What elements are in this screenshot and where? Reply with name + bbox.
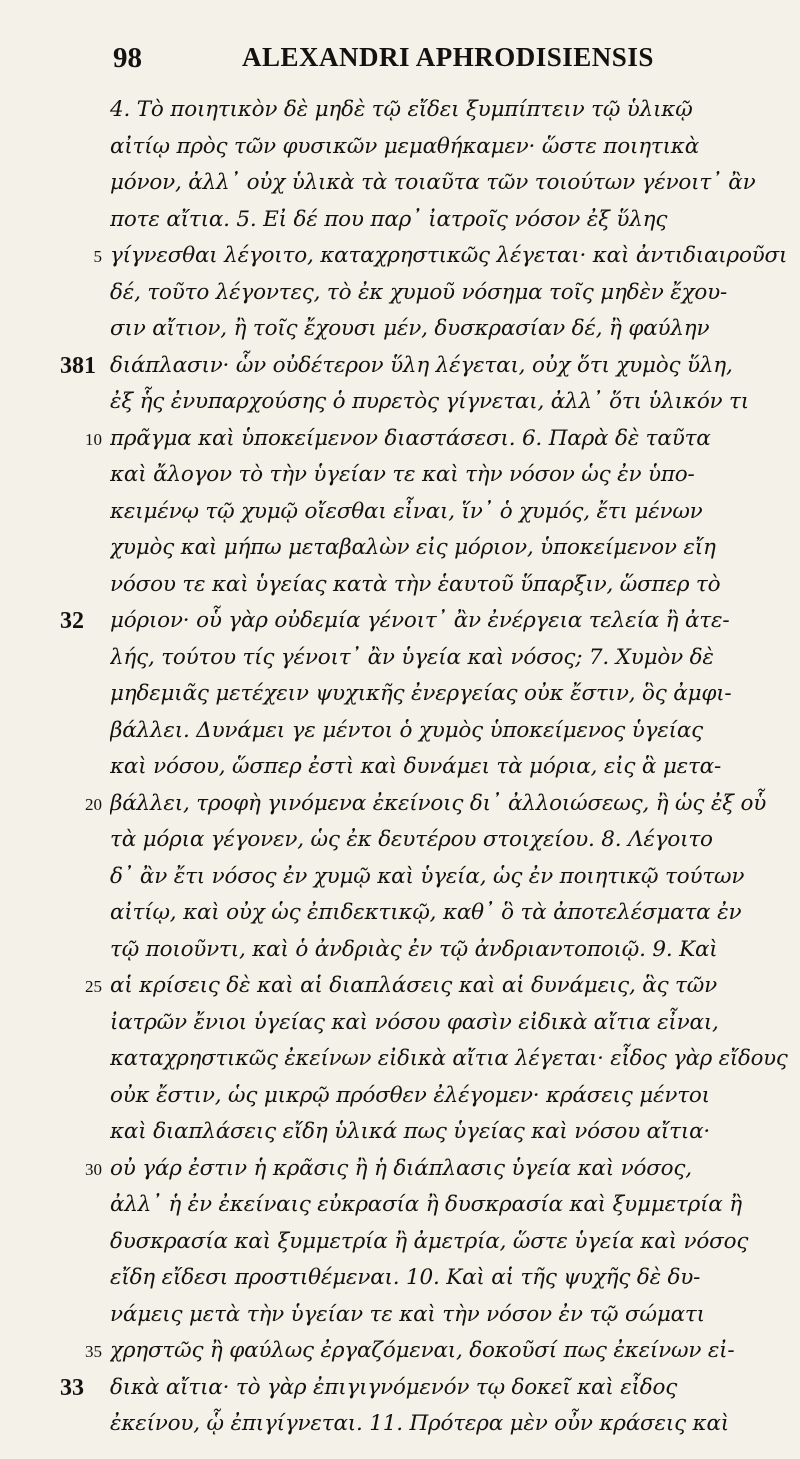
- text-line: [0, 1260, 800, 1296]
- line-number: 30: [85, 1159, 102, 1179]
- line-text: δικὰ αἴτια· τὸ γὰρ ἐπιγιγνόμενόν τῳ δοκεῖ καὶ εἶδος: [110, 1374, 678, 1400]
- line-text: ἰατρῶν ἔνιοι ὑγείας καὶ νόσου φασὶν εἰδικὰ αἴτια εἶναι,: [110, 1009, 719, 1035]
- text-line: [0, 932, 800, 968]
- text-line: [0, 1078, 800, 1114]
- text-line: [0, 1005, 800, 1041]
- reference-page-number: 381: [60, 352, 96, 379]
- line-number: 35: [85, 1342, 102, 1361]
- line-text: νάμεις μετὰ τὴν ὑγείαν τε καὶ τὴν νόσον ἐν τῷ σώματι: [110, 1301, 705, 1327]
- text-line: [0, 1041, 800, 1077]
- reference-page-number: 32: [60, 608, 84, 634]
- line-text: δυσκρασία καὶ ξυμμετρία ἢ ἀμετρία, ὥστε ὑγεία καὶ νόσος: [110, 1228, 749, 1254]
- line-text: καταχρηστικῶς ἐκείνων εἰδικὰ αἴτια λέγεται· εἶδος γὰρ εἴδους: [110, 1046, 788, 1071]
- line-text: μηδεμιᾶς μετέχειν ψυχικῆς ἐνεργείας οὐκ ἔστιν, ὃς ἀμφι-: [110, 681, 732, 706]
- running-title: ALEXANDRI APHRODISIENSIS: [242, 42, 654, 72]
- text-line: [0, 1151, 800, 1187]
- text-line: [0, 457, 800, 493]
- line-text: νόσου τε καὶ ὑγείας κατὰ τὴν ἑαυτοῦ ὕπαρξιν, ὥσπερ τὸ: [110, 571, 721, 597]
- page-header: [0, 42, 800, 82]
- text-line: [0, 348, 800, 384]
- text-line: [0, 530, 800, 566]
- line-text: αἰτίῳ πρὸς τῶν φυσικῶν μεμαθήκαμεν· ὥστε ποιητικὰ: [110, 133, 700, 159]
- line-text: βάλλει, τροφὴ γινόμενα ἐκείνοις δι᾽ ἀλλοιώσεως, ἢ ὡς ἐξ οὗ: [110, 790, 767, 816]
- text-line: [0, 1114, 800, 1150]
- text-line: [0, 202, 800, 238]
- line-text: χρηστῶς ἢ φαύλως ἐργαζόμεναι, δοκοῦσί πως ἐκείνων εἰ-: [110, 1338, 735, 1363]
- text-line: [0, 92, 800, 128]
- line-text: καὶ ἄλογον τὸ τὴν ὑγείαν τε καὶ τὴν νόσον ὡς ἐν ὑπο-: [110, 462, 695, 487]
- text-line: [0, 749, 800, 785]
- line-text: κειμένῳ τῷ χυμῷ οἴεσθαι εἶναι, ἵν᾽ ὁ χυμός, ἔτι μένων: [110, 498, 703, 524]
- text-line: [0, 1187, 800, 1223]
- text-line: [0, 1406, 800, 1442]
- text-line: [0, 603, 800, 639]
- text-line: [0, 1333, 800, 1369]
- line-text: μόνον, ἀλλ᾽ οὐχ ὑλικὰ τὰ τοιαῦτα τῶν τοιούτων γένοιτ᾽ ἂν: [110, 170, 756, 195]
- text-line: [0, 895, 800, 931]
- text-line: [0, 676, 800, 712]
- line-text: ποτε αἴτια. 5. Εἰ δέ που παρ᾽ ἰατροῖς νόσον ἐξ ὕλης: [110, 206, 668, 232]
- line-text: δέ, τοῦτο λέγοντες, τὸ ἐκ χυμοῦ νόσημα τοῖς μηδὲν ἔχου-: [110, 279, 728, 305]
- text-line: [0, 129, 800, 165]
- line-text: ἐξ ἧς ἐνυπαρχούσης ὁ πυρετὸς γίγνεται, ἀλλ᾽ ὅτι ὑλικόν τι: [110, 389, 749, 414]
- text-line: [0, 494, 800, 530]
- text-line: [0, 165, 800, 201]
- line-text: αἱ κρίσεις δὲ καὶ αἱ διαπλάσεις καὶ αἱ δυνάμεις, ἃς τῶν: [110, 973, 717, 998]
- line-text: ἐκείνου, ᾧ ἐπιγίγνεται. 11. Πρότερα μὲν οὖν κράσεις καὶ: [110, 1411, 730, 1436]
- page-number: 98: [113, 42, 142, 74]
- line-text: μόριον· οὗ γὰρ οὐδεμία γένοιτ᾽ ἂν ἐνέργεια τελεία ἢ ἀτε-: [110, 608, 730, 633]
- text-line: [0, 859, 800, 895]
- text-line: [0, 786, 800, 822]
- line-text: εἴδη εἴδεσι προστιθέμεναι. 10. Καὶ αἱ τῆς ψυχῆς δὲ δυ-: [110, 1265, 701, 1290]
- text-line: [0, 311, 800, 347]
- line-text: γίγνεσθαι λέγοιτο, καταχρηστικῶς λέγεται· καὶ ἀντιδιαιροῦσι: [110, 243, 788, 268]
- text-line: [0, 1370, 800, 1406]
- line-text: οὐ γάρ ἐστιν ἡ κρᾶσις ἢ ἡ διάπλασις ὑγεία καὶ νόσος,: [110, 1155, 692, 1181]
- text-line: [0, 640, 800, 676]
- text-line: [0, 567, 800, 603]
- line-text: πρᾶγμα καὶ ὑποκείμενον διαστάσεσι. 6. Παρὰ δὲ ταῦτα: [110, 425, 711, 451]
- line-text: διάπλασιν· ὧν οὐδέτερον ὕλη λέγεται, οὐχ ὅτι χυμὸς ὕλη,: [110, 352, 733, 378]
- line-text: αἰτίῳ, καὶ οὐχ ὡς ἐπιδεκτικῷ, καθ᾽ ὃ τὰ ἀποτελέσματα ἐν: [110, 900, 742, 925]
- line-text: βάλλει. Δυνάμει γε μέντοι ὁ χυμὸς ὑποκείμενος ὑγείας: [110, 717, 704, 743]
- line-text: καὶ νόσου, ὥσπερ ἐστὶ καὶ δυνάμει τὰ μόρια, εἰς ἃ μετα-: [110, 754, 722, 779]
- line-text: 4. Τὸ ποιητικὸν δὲ μηδὲ τῷ εἴδει ξυμπίπτειν τῷ ὑλικῷ: [110, 97, 693, 122]
- text-line: [0, 968, 800, 1004]
- line-text: ἀλλ᾽ ἡ ἐν ἐκείναις εὐκρασία ἢ δυσκρασία καὶ ξυμμετρία ἢ: [110, 1192, 742, 1217]
- line-number: 25: [85, 977, 102, 996]
- line-number: 10: [85, 429, 102, 449]
- text-line: [0, 822, 800, 858]
- text-line: [0, 384, 800, 420]
- line-text: τὰ μόρια γέγονεν, ὡς ἐκ δευτέρου στοιχείου. 8. Λέγοιτο: [110, 827, 713, 852]
- line-text: λής, τούτου τίς γένοιτ᾽ ἂν ὑγεία καὶ νόσος; 7. Χυμὸν δὲ: [110, 644, 714, 670]
- line-text: σιν αἴτιον, ἢ τοῖς ἔχουσι μέν, δυσκρασίαν δέ, ἢ φαύλην: [110, 316, 710, 341]
- text-line: [0, 238, 800, 274]
- line-text: τῷ ποιοῦντι, καὶ ὁ ἀνδριὰς ἐν τῷ ἀνδριαντοποιῷ. 9. Καὶ: [110, 936, 718, 962]
- text-line: [0, 1224, 800, 1260]
- text-line: [0, 713, 800, 749]
- text-line: [0, 421, 800, 457]
- line-text: οὐκ ἔστιν, ὡς μικρῷ πρόσθεν ἐλέγομεν· κράσεις μέντοι: [110, 1082, 710, 1108]
- line-number: 20: [85, 794, 102, 814]
- text-line: [0, 1297, 800, 1333]
- line-text: δ᾽ ἂν ἔτι νόσος ἐν χυμῷ καὶ ὑγεία, ὡς ἐν ποιητικῷ τούτων: [110, 863, 745, 889]
- reference-page-number: 33: [60, 1374, 84, 1401]
- line-text: καὶ διαπλάσεις εἴδη ὑλικά πως ὑγείας καὶ νόσου αἴτια·: [110, 1119, 711, 1144]
- line-number: 5: [93, 247, 102, 266]
- text-line: [0, 275, 800, 311]
- line-text: χυμὸς καὶ μήπω μεταβαλὼν εἰς μόριον, ὑποκείμενον εἴη: [110, 535, 716, 560]
